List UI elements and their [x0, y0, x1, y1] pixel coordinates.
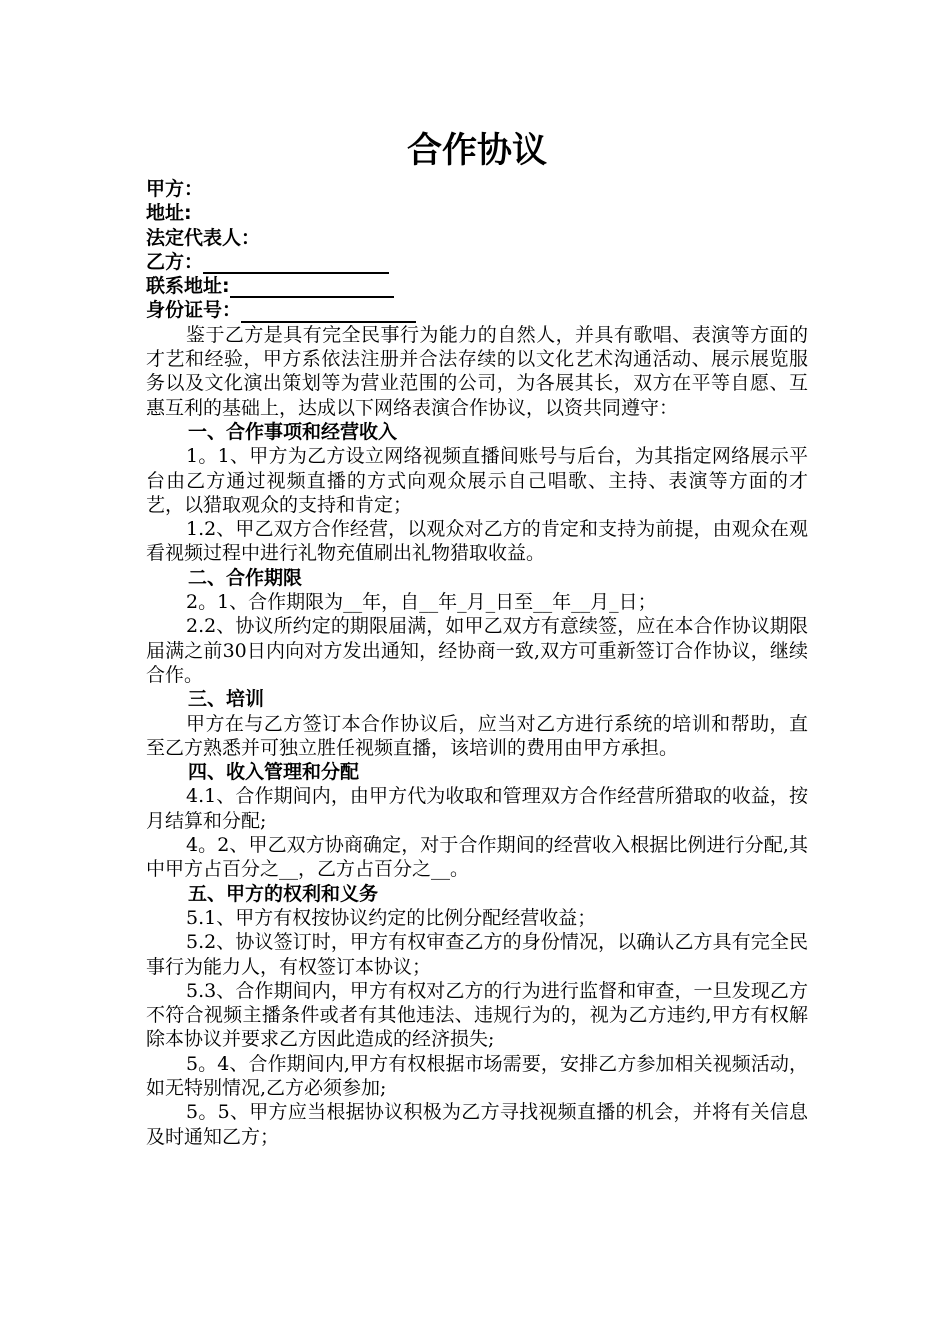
party-a-address-field	[146, 201, 808, 225]
clause-3-1: 甲方在与乙方签订本合作协议后，应当对乙方进行系统的培训和帮助，直至乙方熟悉并可独立胜任视频直播，该培训的费用由甲方承担。	[146, 712, 808, 759]
legal-representative-field	[146, 226, 808, 250]
legal-representative-label: 法定代表人：	[146, 226, 261, 249]
party-b-field	[146, 250, 808, 274]
clause-5-2: 5.2、协议签订时，甲方有权审查乙方的身份情况，以确认乙方具有完全民事行为能力人，有权签订本协议；	[146, 931, 808, 978]
party-a-field	[146, 177, 808, 201]
party-b-blank-line	[203, 252, 389, 274]
section-3-heading: 三、培训	[188, 688, 265, 711]
id-number-blank-line	[241, 301, 416, 323]
clause-4-2: 4。2、甲乙双方协商确定，对于合作期间的经营收入根据比例进行分配,其中甲方占百分之__，乙方占百分之__。	[146, 834, 808, 881]
clause-4-1: 4.1、合作期间内，由甲方代为收取和管理双方合作经营所猎取的收益，按月结算和分配;	[146, 785, 808, 832]
clause-2-1: 2。1、合作期限为__年，自__年_月_日至__年__月_日；	[186, 591, 657, 614]
clause-5-4: 5。4、合作期间内,甲方有权根据市场需要，安排乙方参加相关视频活动，如无特别情况,乙方必须参加;	[146, 1052, 808, 1099]
section-5-heading: 五、甲方的权利和义务	[188, 882, 379, 905]
clause-2-2: 2.2、协议所约定的期限届满，如甲乙双方有意续签，应在本合作协议期限届满之前30日内向对方发出通知，经协商一致,双方可重新签订合作协议，继续合作。	[146, 615, 808, 686]
contact-address-blank-line	[230, 276, 394, 298]
clause-5-5: 5。5、甲方应当根据协议积极为乙方寻找视频直播的机会，并将有关信息及时通知乙方；	[146, 1101, 808, 1148]
contact-address-field	[146, 274, 808, 298]
section-4-heading: 四、收入管理和分配	[188, 761, 360, 784]
preamble-paragraph: 鉴于乙方是具有完全民事行为能力的自然人，并具有歌唱、表演等方面的才艺和经验，甲方系依法注册并合法存续的以文化艺术沟通活动、展示展览服务以及文化演出策划等为营业范围的公司，为各展其长，双方在平等自愿、互惠互利的基础上，达成以下网络表演合作协议，以资共同遵守：	[146, 323, 808, 419]
id-number-field	[146, 298, 808, 322]
party-a-address-label: 地址:	[146, 202, 192, 225]
clause-1-1: 1。1、甲方为乙方设立网络视频直播间账号与后台，为其指定网络展示平台由乙方通过视频直播的方式向观众展示自己唱歌、主持、表演等方面的才艺，以猎取观众的支持和肯定；	[146, 445, 808, 516]
clause-5-1: 5.1、甲方有权按协议约定的比例分配经营收益；	[186, 906, 597, 929]
clause-5-3: 5.3、合作期间内，甲方有权对乙方的行为进行监督和审查，一旦发现乙方不符合视频主播条件或者有其他违法、违规行为的，视为乙方违约,甲方有权解除本协议并要求乙方因此造成的经济损失;	[146, 979, 808, 1051]
party-a-label: 甲方：	[146, 178, 204, 200]
section-1-heading: 一、合作事项和经营收入	[188, 420, 398, 443]
document-body	[146, 125, 808, 1149]
clause-1-2: 1.2、甲乙双方合作经营，以观众对乙方的肯定和支持为前提，由观众在观看视频过程中进行礼物充值刷出礼物猎取收益。	[146, 518, 808, 565]
section-2-heading: 二、合作期限	[188, 566, 303, 589]
id-number-label: 身份证号：	[146, 299, 242, 322]
document-title: 合作协议	[406, 131, 547, 171]
contact-address-label: 联系地址:	[146, 275, 230, 298]
party-b-label: 乙方：	[146, 250, 204, 273]
